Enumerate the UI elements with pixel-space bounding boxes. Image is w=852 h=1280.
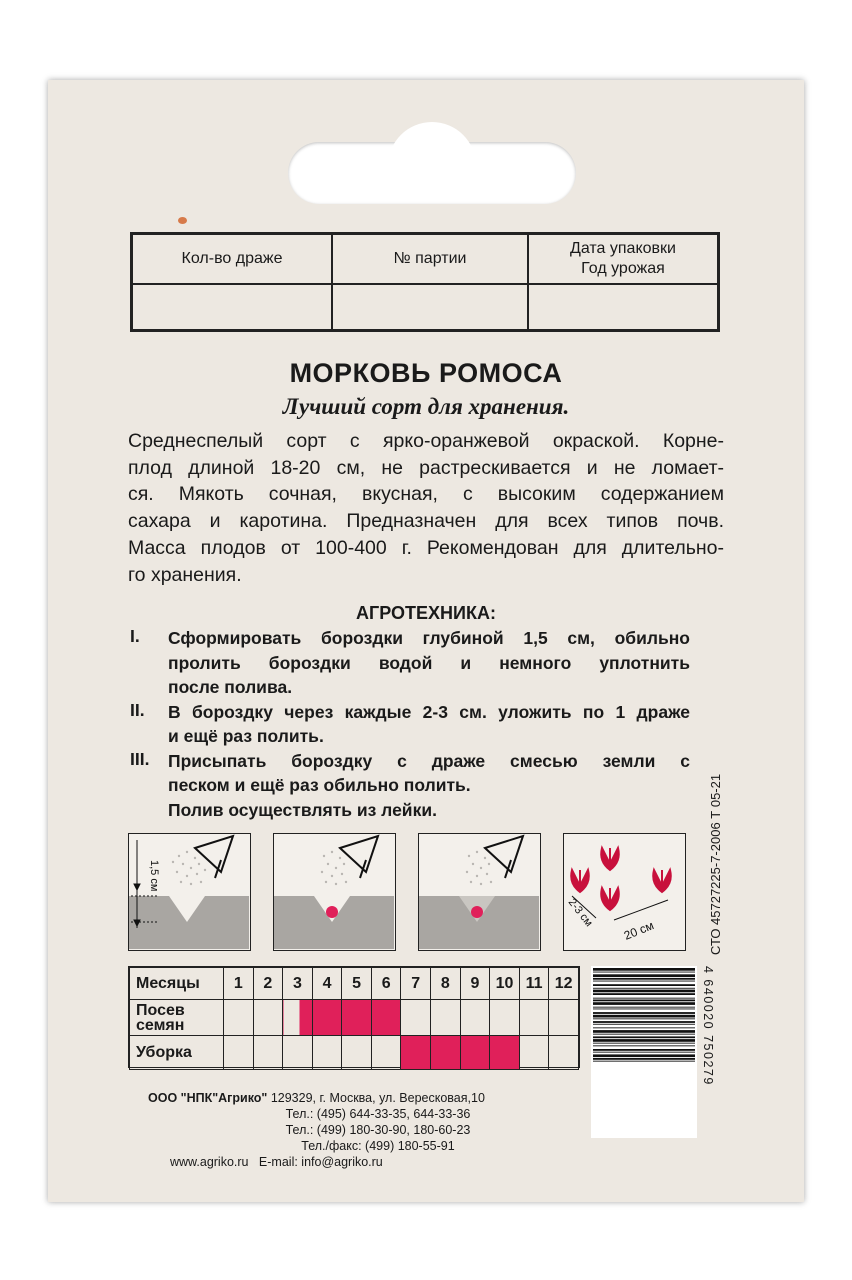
barcode-bar (593, 1002, 695, 1005)
calendar-cell (519, 1036, 549, 1070)
calendar-cell (312, 1036, 342, 1070)
barcode-bar (593, 1021, 695, 1023)
barcode-bar (593, 1012, 695, 1014)
water-drops-icon (172, 851, 206, 885)
depth-label: 1,5 см (148, 860, 160, 892)
seed-icon (471, 906, 483, 918)
barcode-bar (593, 1034, 695, 1035)
barcode-bar (593, 990, 695, 993)
month-cell: 6 (371, 968, 401, 1000)
diagram-seed-covered (418, 833, 541, 951)
description-line: Среднеспелый сорт с ярко-оранжевой окраской. Корне- (128, 430, 724, 452)
calendar-cell (224, 1000, 254, 1036)
barcode-bar (593, 1015, 695, 1018)
barcode-bar (593, 1007, 695, 1008)
diagram-seed-placement (273, 833, 396, 951)
seed-packet-back (48, 80, 804, 1202)
description-line: го хранения. (128, 563, 242, 586)
step-line: Полив осуществлять из лейки. (168, 799, 437, 820)
barcode-bar (593, 1039, 695, 1042)
step-line: Присыпать бороздку с драже смесью земли с (168, 750, 690, 771)
calendar-cell (460, 1000, 490, 1036)
description (128, 428, 724, 588)
between-rows-label: 20 см (621, 918, 656, 943)
company-address: 129329, г. Москва, ул. Вересковая,10 (267, 1091, 485, 1105)
barcode-bar (593, 1052, 695, 1053)
barcode-bar (593, 1058, 695, 1060)
calendar-cell (519, 1000, 549, 1036)
calendar-cell (283, 1000, 313, 1036)
month-cell: 2 (253, 968, 283, 1000)
calendar-header-label: Месяцы (130, 968, 224, 1000)
month-cell: 1 (224, 968, 254, 1000)
barcode-bar (593, 1054, 695, 1057)
month-cell: 4 (312, 968, 342, 1000)
value-dragee-count (133, 285, 333, 329)
calendar-cell-active (401, 1036, 431, 1070)
agrotech-step (130, 700, 690, 749)
barcode-bar (593, 1030, 695, 1033)
barcode-bar (593, 1036, 695, 1038)
agrotech-step (130, 749, 690, 823)
step-number: I. (130, 626, 140, 646)
header-pack-date: Дата упаковки Год урожая (529, 235, 717, 285)
company-name: ООО "НПК"Агрико" (148, 1091, 268, 1105)
barcode-bar (593, 1027, 695, 1028)
barcode-bar (593, 1009, 695, 1010)
sowing-label: Посев семян (130, 1000, 224, 1036)
barcode-digits: 4 640020 750279 (701, 966, 715, 1086)
barcode-bar (593, 988, 695, 989)
step-line: песком и ещё раз обильно полить. (168, 775, 471, 795)
agrotech-steps (130, 626, 690, 822)
calendar-cell (549, 1000, 579, 1036)
description-line: ся. Мякоть сочная, вкусная, с высоким содержанием (128, 483, 724, 506)
calendar-cell-active (431, 1036, 461, 1070)
calendar-cell (253, 1036, 283, 1070)
calendar-cell (401, 1000, 431, 1036)
barcode-bar (593, 998, 695, 999)
diagram-furrow-depth (128, 833, 251, 951)
step-number: II. (130, 699, 145, 720)
calendar-cell (342, 1036, 372, 1070)
barcode-bar (593, 984, 695, 986)
planting-calendar (128, 966, 580, 1068)
header-batch-number: № партии (333, 235, 529, 285)
barcode-bar (593, 981, 695, 982)
batch-info-table (130, 232, 720, 332)
calendar-cell-active (371, 1000, 401, 1036)
barcode-bar (593, 974, 695, 977)
product-title: МОРКОВЬ РОМОСА (289, 358, 563, 388)
soil-icon (274, 896, 394, 949)
barcode-bar (593, 1000, 695, 1002)
row-spacing-label: 2-3 см (565, 896, 595, 930)
seed-icon (326, 906, 338, 918)
agrotech-step (130, 626, 690, 700)
hang-hole (288, 142, 576, 204)
diagram-sprout-spacing (563, 833, 686, 951)
step-line: и ещё раз полить. (168, 726, 324, 746)
calendar-cell (431, 1000, 461, 1036)
barcode-bar (593, 1024, 695, 1025)
calendar-cell (549, 1036, 579, 1070)
description-line: плод длиной 18-20 см, не растрескивается и не ломает- (128, 456, 724, 479)
value-batch-number (333, 285, 529, 329)
calendar-cell (490, 1000, 520, 1036)
month-cell: 10 (490, 968, 520, 1000)
phone-line: Тел.: (499) 180-30-90, 180-60-23 (285, 1123, 471, 1137)
harvest-label: Уборка (130, 1036, 224, 1070)
water-drops-icon (466, 851, 492, 885)
product-subtitle: Лучший сорт для хранения. (282, 394, 570, 419)
website-link[interactable]: www.agriko.ru (170, 1155, 249, 1169)
header-dragee-count: Кол-во драже (133, 235, 333, 285)
barcode-bar (593, 1049, 695, 1051)
value-pack-date (529, 285, 717, 329)
calendar-cell (224, 1036, 254, 1070)
barcode-bar (593, 978, 695, 980)
harvest-row (130, 1036, 579, 1070)
barcode-bar (593, 1043, 695, 1044)
calendar-cell-active (312, 1000, 342, 1036)
stain-mark (178, 217, 187, 224)
month-cell: 9 (460, 968, 490, 1000)
calendar-cell (283, 1036, 313, 1070)
barcode-bar (593, 1018, 695, 1019)
calendar-cell-active (342, 1000, 372, 1036)
sowing-row (130, 1000, 579, 1036)
water-drops-icon (321, 851, 347, 885)
barcode-bar (593, 1061, 695, 1062)
watering-can-icon (485, 836, 523, 878)
phone-line: Тел.: (495) 644-33-35, 644-33-36 (285, 1107, 471, 1121)
step-line: после полива. (168, 677, 293, 697)
fax-line: Тел./факс: (499) 180-55-91 (301, 1139, 455, 1153)
email-link[interactable]: E-mail: info@agriko.ru (258, 1155, 383, 1169)
description-line: Масса плодов от 100-400 г. Рекомендован для длительно- (128, 536, 724, 559)
calendar-cell-active (460, 1036, 490, 1070)
month-cell: 12 (549, 968, 579, 1000)
sprout-icon (571, 848, 670, 910)
company-footer (148, 1090, 608, 1170)
step-line: В бороздку через каждые 2-3 см. уложить по 1 драже (168, 701, 690, 722)
description-line: сахара и каротина. Предназначен для всех типов почв. (128, 510, 724, 533)
step-line: пролить бороздки водой и немного уплотнить (168, 652, 690, 673)
agrotech-heading: АГРОТЕХНИКА: (356, 603, 496, 623)
step-line: Сформировать бороздки глубиной 1,5 см, обильно (168, 628, 690, 648)
barcode-bar (593, 968, 695, 971)
month-cell: 11 (519, 968, 549, 1000)
calendar-cell (253, 1000, 283, 1036)
month-cell: 8 (431, 968, 461, 1000)
calendar-cell-active (490, 1036, 520, 1070)
step-number: III. (130, 748, 150, 769)
barcode-bar (593, 972, 695, 973)
watering-can-icon (195, 836, 233, 878)
month-cell: 7 (401, 968, 431, 1000)
watering-can-icon (340, 836, 378, 878)
month-cell: 5 (342, 968, 372, 1000)
barcode-bar (593, 1045, 695, 1046)
month-cell: 3 (283, 968, 313, 1000)
barcode-bar (593, 993, 695, 995)
calendar-cell (371, 1036, 401, 1070)
standard-code: СТО 45727225-7-2006 Т 05-21 (708, 773, 723, 955)
